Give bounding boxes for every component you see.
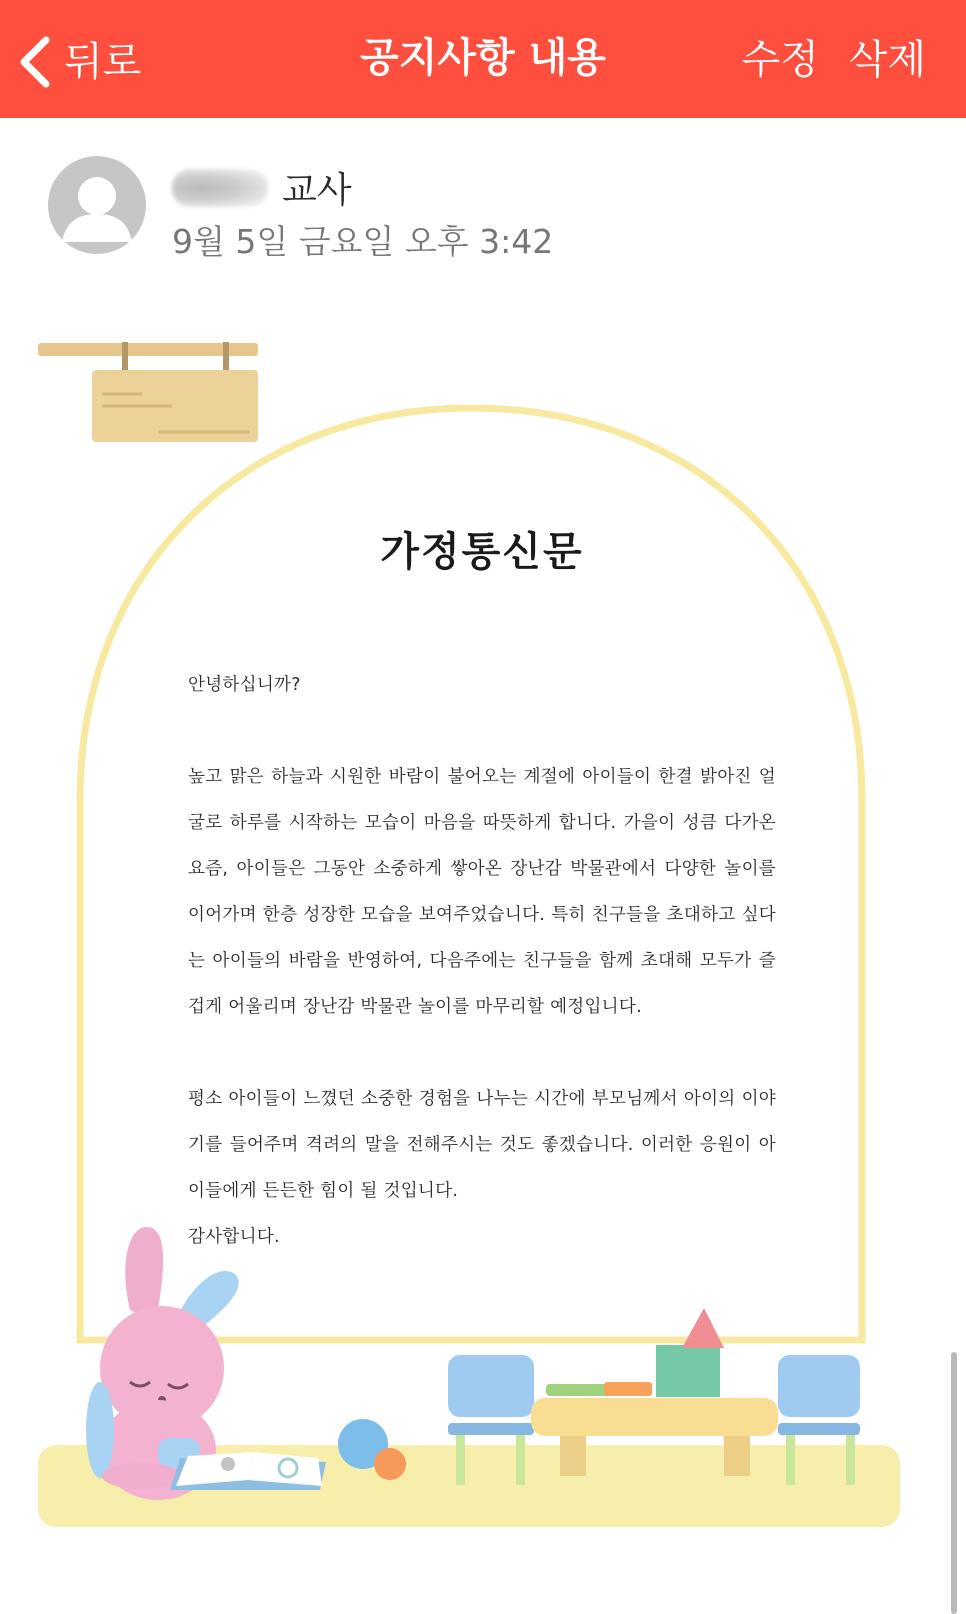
back-label: 뒤로 xyxy=(64,39,142,85)
post-date: 9월 5일 금요일 오후 3:42 xyxy=(172,222,554,261)
author-info xyxy=(48,156,928,266)
header-actions xyxy=(741,37,926,83)
author-role: 교사 xyxy=(282,170,352,211)
top-navigation-bar xyxy=(0,0,966,118)
notice-closing: 감사합니다. xyxy=(188,1227,280,1247)
wooden-sign-icon xyxy=(38,342,258,442)
notice-paragraph-2: 평소 아이들이 느꼈던 소중한 경험을 나누는 시간에 부모님께서 아이의 이야기를 들어주며 격려의 말을 전해주시는 것도 좋겠습니다. 이러한 응원이 아이들에게 든든한 힘이 될 것입니다. xyxy=(188,1089,776,1201)
redacted-author-name xyxy=(172,169,268,207)
notice-title: 가정통신문 xyxy=(380,529,584,575)
notice-greeting: 안녕하십니까? xyxy=(188,675,301,695)
edit-button[interactable]: 수정 xyxy=(741,37,819,83)
green-block-icon xyxy=(656,1345,720,1397)
notice-letter xyxy=(188,528,776,1260)
open-book-icon xyxy=(170,1452,326,1490)
chevron-left-icon xyxy=(18,36,52,88)
default-user-avatar-icon xyxy=(48,156,146,254)
author-name-row xyxy=(172,162,352,213)
vertical-scrollbar[interactable] xyxy=(951,1352,957,1614)
page-title: 공지사항 내용 xyxy=(360,35,606,81)
notice-paragraph-1: 높고 맑은 하늘과 시원한 바람이 불어오는 계절에 아이들이 한결 밝아진 얼굴로 하루를 시작하는 모습이 마음을 따뜻하게 합니다. 가을이 성큼 다가온 요즘, 아이들은 그동안 소중하게 쌓아온 장난감 박물관에서 다양한 놀이를 이어가며 한층 성장한 모습을 보여주었습니다. 특히 친구들을 초대하고 싶다는 아이들의 바람을 반영하여, 다음주에는 친구들을 함께 초대해 모두가 즐겁게 어울리며 장난감 박물관 놀이를 마무리할 예정입니다. xyxy=(188,767,776,1017)
back-button[interactable] xyxy=(18,34,141,90)
delete-button[interactable]: 삭제 xyxy=(848,37,926,83)
orange-ball-icon xyxy=(374,1448,406,1480)
